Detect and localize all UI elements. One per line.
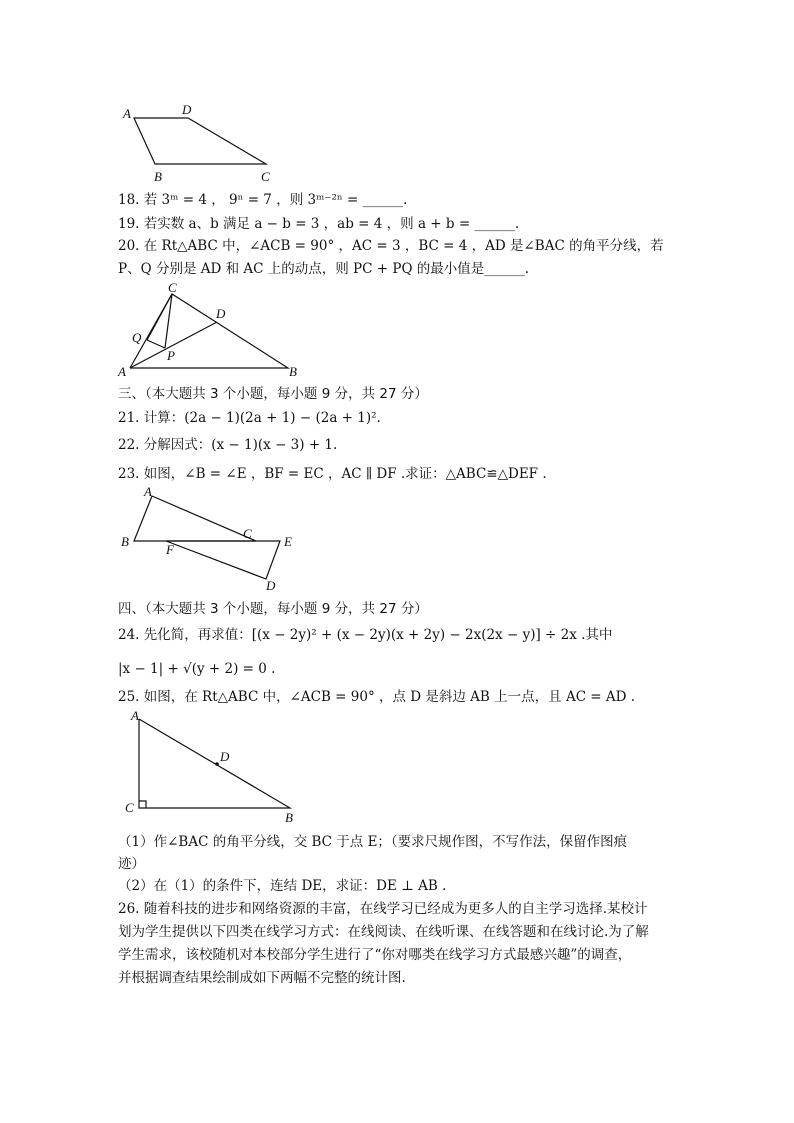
label-B: B [121, 534, 129, 549]
figure-congruent-triangles [118, 484, 318, 594]
question-25-part1-line2: 迹） [118, 856, 145, 872]
label-Q: Q [132, 330, 142, 345]
label-C: C [168, 280, 177, 295]
point-D [215, 762, 219, 766]
question-22: 22. 分解因式：(x − 1)(x − 3) + 1. [118, 437, 338, 453]
question-24-line1: 24. 先化简，再求值：[(x − 2y)² + (x − 2y)(x + 2y) − 2x(2x − y)] ÷ 2x .其中 [118, 627, 613, 643]
label-A: A [118, 364, 126, 379]
label-F: F [166, 542, 174, 557]
section-3-header: 三、（本大题共 3 个小题，每小题 9 分，共 27 分） [118, 386, 428, 402]
segment-CP [165, 294, 172, 348]
question-23: 23. 如图，∠B = ∠E ，BF = EC ，AC ∥ DF .求证：△ABC≌△DEF . [118, 466, 547, 482]
segment-QP2 [147, 294, 172, 340]
segment-PQ [147, 340, 165, 348]
label-D: D [216, 306, 226, 321]
question-24-line2: |x − 1| + √(y + 2) = 0 . [118, 661, 276, 677]
label-A: A [144, 484, 152, 499]
question-26-line4: 并根据调查结果绘制成如下两幅不完整的统计图. [118, 970, 406, 986]
question-20-line2: P、Q 分别是 AD 和 AC 上的动点，则 PC + PQ 的最小值是______. [118, 261, 530, 277]
label-D: D [220, 749, 230, 764]
label-B: B [285, 810, 293, 825]
label-D: D [182, 102, 192, 117]
label-C: C [261, 169, 270, 184]
label-C: C [243, 526, 252, 541]
label-B: B [154, 169, 162, 184]
question-26-line3: 学生需求，该校随机对本校部分学生进行了“你对哪类在线学习方式最感兴趣”的调查， [118, 947, 632, 963]
figure-right-triangle [118, 708, 318, 826]
triangle-DEF [166, 541, 280, 579]
question-25-part1-line1: （1）作∠BAC 的角平分线，交 BC 于点 E；（要求尺规作图，不写作法，保留作图痕 [118, 834, 628, 850]
label-C: C [125, 800, 134, 815]
label-E: E [284, 534, 292, 549]
question-19: 19. 若实数 a、b 满足 a − b = 3 ，ab = 4 ，则 a + b = ______. [118, 216, 520, 232]
question-25-part2: （2）在（1）的条件下，连结 DE，求证：DE ⊥ AB . [118, 878, 447, 894]
triangle-ABC [134, 496, 256, 541]
question-25: 25. 如图，在 Rt△ABC 中，∠ACB = 90° ，点 D 是斜边 AB 上一点，且 AC = AD . [118, 689, 636, 705]
right-angle-mark [139, 801, 146, 808]
figure-trapezoid [110, 98, 290, 188]
label-A: A [123, 106, 131, 121]
question-21: 21. 计算：(2a − 1)(2a + 1) − (2a + 1)². [118, 410, 381, 426]
label-A: A [131, 708, 139, 723]
triangle-ACB [139, 719, 290, 808]
trapezoid-shape [134, 118, 266, 164]
section-4-header: 四、（本大题共 3 个小题，每小题 9 分，共 27 分） [118, 601, 428, 617]
label-B: B [289, 364, 297, 379]
figure-triangle-bisector [118, 280, 318, 380]
question-20-line1: 20. 在 Rt△ABC 中，∠ACB = 90° ，AC = 3 ，BC = 4 ，AD 是∠BAC 的角平分线，若 [118, 238, 664, 254]
question-18: 18. 若 3ᵐ = 4 ， 9ⁿ = 7 ，则 3ᵐ⁻²ⁿ = ______. [118, 192, 408, 208]
question-26-line2: 划为学生提供以下四类在线学习方式：在线阅读、在线听课、在线答题和在线讨论.为了解 [118, 924, 649, 940]
label-P: P [167, 348, 175, 363]
label-D: D [266, 578, 276, 593]
question-26-line1: 26. 随着科技的进步和网络资源的丰富，在线学习已经成为更多人的自主学习选择.某校计 [118, 901, 648, 917]
triangle-ACB [130, 294, 288, 368]
